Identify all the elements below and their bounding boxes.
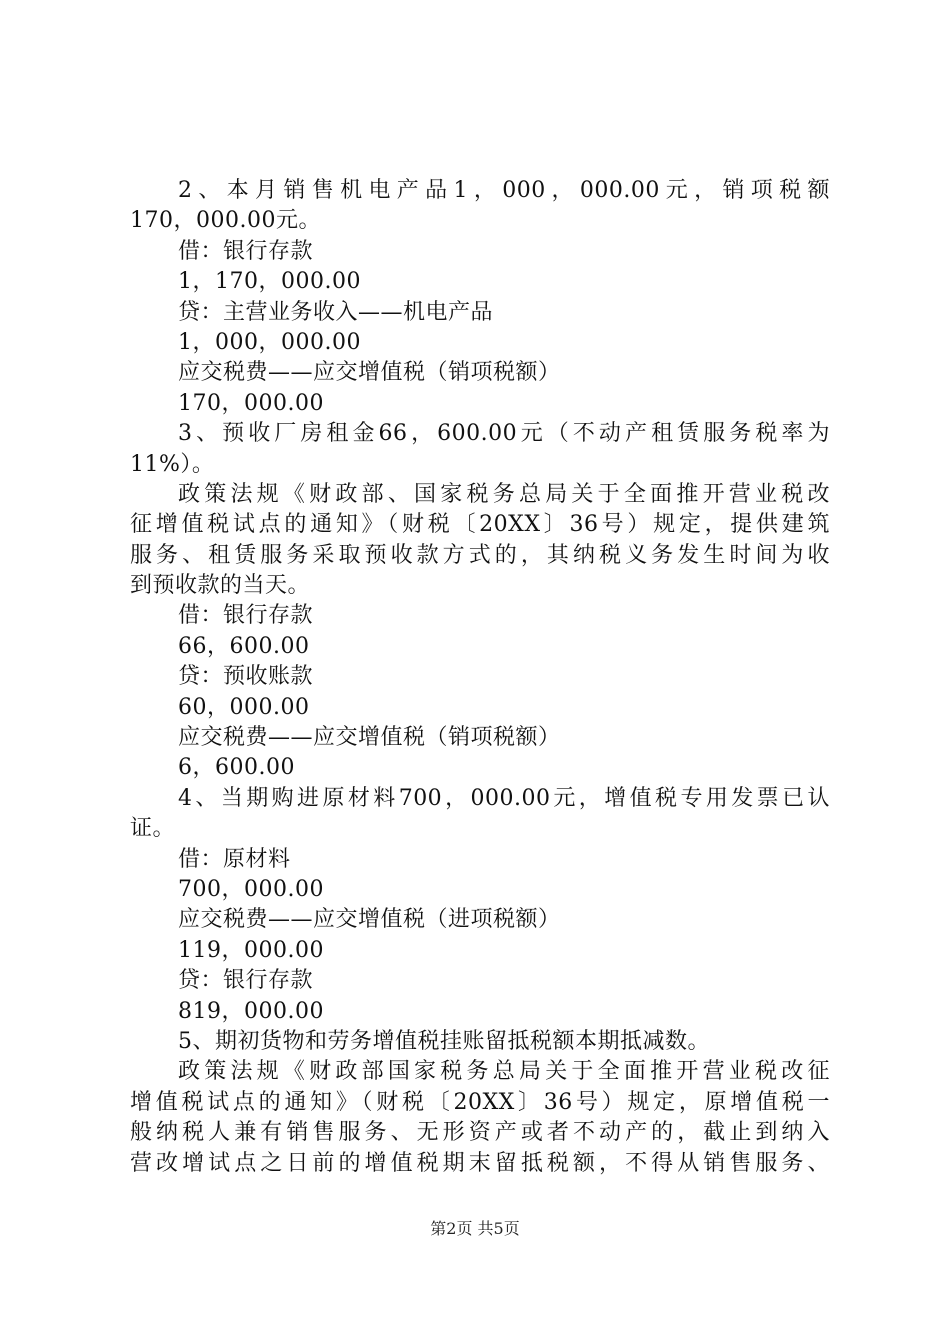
text-line: 征增值税试点的通知》（财税〔20XX〕36号）规定，提供建筑 [130, 512, 830, 538]
text-line: 66，600.00 [178, 633, 310, 659]
text-line: 贷：主营业务收入——机电产品 [178, 299, 494, 325]
text-line: 170，000.00 [178, 390, 324, 416]
text-line: 贷：银行存款 [178, 968, 314, 994]
text-line: 5、期初货物和劳务增值税挂账留抵税额本期抵减数。 [178, 1028, 710, 1054]
document-body [130, 176, 830, 1179]
text-line: 3、预收厂房租金66，600.00元（不动产租赁服务税率为 [178, 421, 830, 447]
text-line: 到预收款的当天。 [130, 573, 311, 599]
text-line: 700，000.00 [178, 876, 324, 902]
text-line: 1，170，000.00 [178, 269, 361, 295]
text-line: 营改增试点之日前的增值税期末留抵税额，不得从销售服务、 [130, 1150, 830, 1176]
text-line: 政策法规《财政部国家税务总局关于全面推开营业税改征 [178, 1059, 830, 1085]
text-line: 服务、租赁服务采取预收款方式的，其纳税义务发生时间为收 [130, 542, 830, 568]
page-footer [0, 1216, 950, 1239]
text-line: 借：银行存款 [178, 603, 314, 629]
text-line: 应交税费——应交增值税（销项税额） [178, 725, 561, 751]
text-line: 60，000.00 [178, 694, 310, 720]
text-line: 6，600.00 [178, 755, 295, 781]
text-line: 增值税试点的通知》（财税〔20XX〕36号）规定，原增值税一 [130, 1089, 830, 1115]
text-line: 1，000，000.00 [178, 329, 361, 355]
page-number: 第2页 共5页 [430, 1219, 520, 1238]
text-line: 819，000.00 [178, 998, 324, 1024]
text-line: 11%）。 [130, 451, 215, 477]
text-line: 应交税费——应交增值税（进项税额） [178, 907, 561, 933]
text-line: 借：原材料 [178, 846, 291, 872]
text-line: 政策法规《财政部、国家税务总局关于全面推开营业税改 [178, 481, 830, 507]
text-line: 贷：预收账款 [178, 664, 314, 690]
text-line: 应交税费——应交增值税（销项税额） [178, 360, 561, 386]
text-line: 借：银行存款 [178, 238, 314, 264]
text-line: 119，000.00 [178, 937, 324, 963]
text-line: 4、当期购进原材料700，000.00元，增值税专用发票已认 [178, 785, 830, 811]
text-line: 2、本月销售机电产品1，000，000.00元，销项税额 [178, 178, 830, 203]
text-line: 证。 [130, 816, 176, 842]
text-line: 般纳税人兼有销售服务、无形资产或者不动产的，截止到纳入 [130, 1120, 830, 1146]
text-line: 170，000.00元。 [130, 208, 321, 234]
